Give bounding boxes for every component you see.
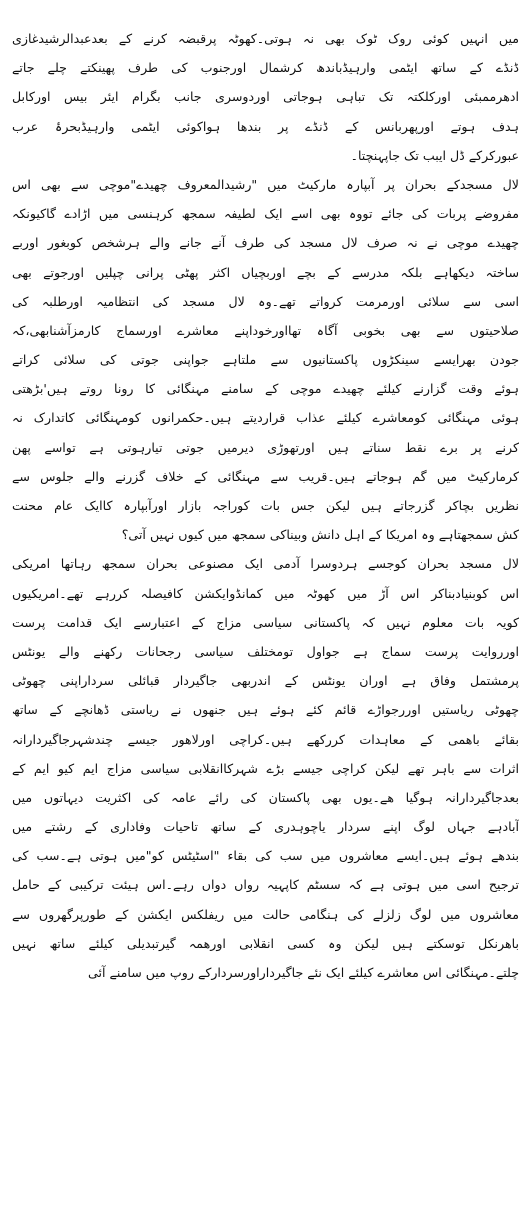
text-line: صلاحیتوں سے بھی بخوبی آگاہ تھااورخوداپنے معاشرے اورسماج کارمزآشنابھی،کہ: [12, 322, 519, 338]
text-line: لال مسجدکے بحران پر آبپارہ مارکیٹ میں "رشیدالمعروف چھیدے"موچی سے بھی اس: [12, 176, 519, 192]
text-line: ہدف ہوتے اورپھربانس کے ڈنڈے پر بندھا ہواکوئی ایٹمی وارہیڈبحرۂ عرب: [12, 118, 519, 134]
text-line: بقائے باھمی کے معاہدات کررکھے ہیں۔کراچی اورلاھور جیسے چندشہرجاگیردارانہ: [12, 731, 519, 747]
text-line: اس کوبنیادبناکر اس آڑ میں کھوٹہ میں کمانڈوایکشن کافیصلہ کررہے تھے۔امریکیوں: [12, 585, 519, 601]
text-line: معاشروں میں لوگ زلزلے کی ہنگامی حالت میں ریفلکس ایکشن کے طورپرگھروں سے: [12, 906, 519, 922]
text-line: پرمشتمل وفاق ہے اوران یونٹس کے اندربھی جاگیردار قبائلی سرداراپنی چھوٹی: [12, 673, 519, 689]
text-line: بعدجاگیردارانہ ہوگیا ھے۔یوں بھی پاکستان کی رائے عامہ کی اکثریت دیہاتوں میں: [12, 789, 519, 805]
text-line: کویہ بات معلوم نہیں کہ پاکستانی سیاسی مزاج کے اعتبارسے ایک قدامت پرست: [12, 614, 519, 630]
text-line: کرنے پر برے نقط سناتے ہیں اورتھوڑی دیرمیں جوتی تیارہوتی ہے تواسے پھن: [12, 439, 519, 455]
text-line: اثرات سے باہر تھے لیکن کراچی جیسے بڑے شہرکاانقلابی سیاسی مزاج ایم کیو ایم کے: [12, 760, 519, 776]
text-line: ساختہ دیکھاہے بلکہ مدرسے کے بچے اوربچیاں اکثر پھٹی پرانی چپلیں اورجوتے بھی: [12, 264, 519, 280]
text-line: ہوئے وقت گزارنے کیلئے چھیدے موچی کے سامنے مہنگائی کا رونا روتے ہیں'بڑھتی: [12, 381, 519, 397]
text-line: ترجیح اسی میں ہوتی ہے کہ سسٹم کاپہیہ رواں دواں رہے۔اس ہیئت ترکیبی کے حامل: [12, 877, 519, 893]
text-line: کش سمجھتاہے وہ امریکا کے اہل دانش وبیناکی سمجھ میں کیوں نہیں آتی؟: [121, 527, 519, 543]
paragraph-2: [12, 170, 519, 549]
text-line: چلتے۔مہنگائی اس معاشرے کیلئے ایک نئے جاگیرداراورسردارکے روپ میں سامنے آئی: [87, 965, 519, 980]
text-line: لال مسجد بحران کوجسے ہردوسرا آدمی ایک مصنوعی بحران سمجھ رہاتھا امریکی: [12, 556, 519, 572]
text-line: ادھرممبئی اورکلکتہ تک تباہی ہوجاتی اوردوسری جانب بگرام ایئر بیس اورکابل: [12, 89, 519, 105]
text-line: چھوٹی ریاستیں اوررجواڑے قائم کئے ہوئے ہیں جنھوں نے ریاستی ڈھانچے کے ساتھ: [12, 702, 519, 718]
paragraph-3: [12, 549, 519, 987]
text-line: نظریں بچاکر گزرجاتے ہیں لیکن جس بات کوراجہ بازار اورآبپارہ کاایک عام محنت: [12, 498, 519, 513]
text-line: باھرنکل توسکتے ہیں لیکن وہ کسی انقلابی اورھمہ گیرتبدیلی کیلئے ساتھ نہیں: [12, 935, 519, 951]
text-line: عبورکرکے ڈل ایبب تک جاپہنچتا۔: [350, 147, 519, 163]
text-line: میں انہیں کوئی روک ٹوک بھی نہ ہوتی۔کھوٹہ پرقبضہ کرنے کے بعدعبدالرشیدغازی: [12, 31, 519, 46]
text-line: اورروایت پرست سماج ہے جواول تومختلف سیاسی رجحانات رکھنے والے یونٹس: [12, 643, 519, 659]
text-line: اسی سے سلائی اورمرمت کرواتے تھے۔وہ لال مسجد کی انتظامیہ اورطلبہ کی: [12, 293, 519, 309]
text-line: کرمارکیٹ میں گم ہوجاتے ہیں۔قریب سے مہنگائی کے خلاف گزرنے والے جلوس سے: [12, 468, 519, 484]
paragraph-1: [12, 24, 519, 170]
text-line: بندھے ہوئے ہیں۔ایسے معاشروں میں سب کی بقاء "اسٹیٹس کو"میں ہوتی ہے۔سب کی: [12, 848, 519, 864]
text-line: جودن بھرایسے سینکڑوں پاکستانیوں سے ملتاہے جواپنی جوتی کی سلائی کراتے: [12, 352, 519, 368]
text-line: ہوئی مہنگائی کومعاشرے کیلئے عذاب قراردیتے ہیں۔حکمرانوں کومہنگائی کاتدارک نہ: [12, 410, 519, 426]
text-line: ڈنڈے کے ساتھ ایٹمی وارہیڈباندھ کرشمال اورجنوب کی طرف پھینکتے چلے جاتے: [12, 60, 519, 76]
text-line: مفروضے پربات کی جائے تووہ بھی اسے ایک لطیفہ سمجھ کرہنسی میں اڑادے گاکیونکہ: [12, 206, 519, 222]
text-line: آبادہے جہاں لوگ اپنے سردار یاچوہدری کے ساتھ تاحیات وفاداری کے رشتے میں: [12, 819, 519, 835]
text-line: چھیدے موچی نے نہ صرف لال مسجد کی طرف آنے جانے والے ہرشخص کوبغور اوربے: [12, 235, 519, 251]
